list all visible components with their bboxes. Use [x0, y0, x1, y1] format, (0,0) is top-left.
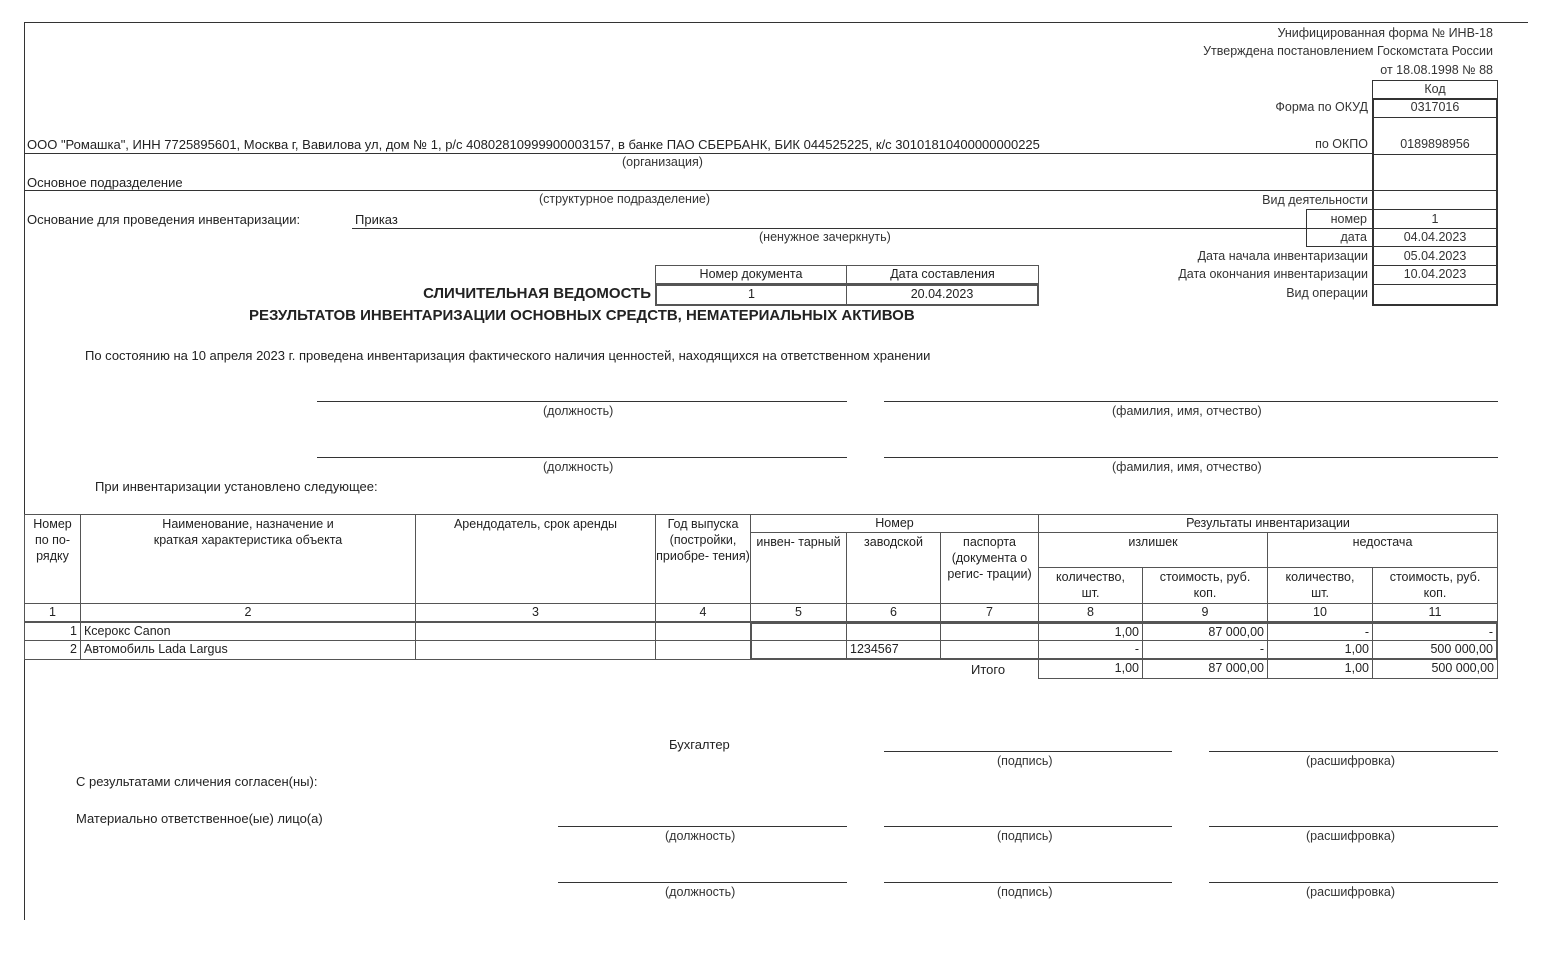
th-surplus-cost: стоимость, руб. коп.	[1142, 567, 1268, 604]
decoding-caption: (расшифровка)	[1306, 885, 1396, 899]
cell-lessor	[415, 640, 656, 660]
th-surplus: излишек	[1038, 532, 1268, 568]
division-caption: (структурное подразделение)	[539, 192, 711, 206]
col-num: 9	[1142, 603, 1268, 622]
data-label: дата	[1340, 230, 1367, 244]
cell-surplus-cost: 87 000,00	[1142, 622, 1268, 641]
sign-line	[884, 826, 1172, 827]
start-value: 05.04.2023	[1403, 249, 1467, 263]
responsible-text: Материально ответственное(ые) лицо(а)	[76, 811, 323, 826]
col-num: 5	[750, 603, 847, 622]
okpo-label: по ОКПО	[1315, 137, 1368, 151]
sign-line	[884, 882, 1172, 883]
sign-line	[884, 457, 1498, 458]
label-divider	[1306, 228, 1373, 229]
agreed-text: С результатами сличения согласен(ны):	[76, 774, 318, 789]
th-year: Год выпуска (постройки, приобре- тения)	[655, 514, 751, 604]
activity-label: Вид деятельности	[1262, 193, 1368, 207]
cell-pass	[940, 622, 1039, 641]
cell-short-qty: 1,00	[1267, 640, 1373, 660]
sign-line	[1209, 826, 1498, 827]
th-inv: инвен- тарный	[750, 532, 847, 604]
signature-caption: (подпись)	[997, 754, 1053, 768]
doc-date-header: Дата составления	[846, 265, 1039, 284]
col-num: 10	[1267, 603, 1373, 622]
sign-line	[884, 401, 1498, 402]
th-zav: заводской	[846, 532, 941, 604]
position-caption: (должность)	[543, 404, 614, 418]
start-label: Дата начала инвентаризации	[1197, 249, 1368, 263]
established-text: При инвентаризации установлено следующее:	[95, 479, 378, 494]
cell-year	[655, 640, 751, 660]
col-num: 7	[940, 603, 1039, 622]
fio-caption: (фамилия, имя, отчество)	[1112, 460, 1262, 474]
sign-line	[558, 882, 847, 883]
th-nomer: Номер	[750, 514, 1039, 533]
decoding-caption: (расшифровка)	[1306, 829, 1396, 843]
signature-caption: (подпись)	[997, 885, 1053, 899]
code-divider	[1372, 117, 1498, 118]
nomer-label: номер	[1330, 212, 1367, 226]
total-short-qty: 1,00	[1267, 659, 1373, 679]
code-divider	[1372, 228, 1498, 229]
total-surplus-qty: 1,00	[1038, 659, 1143, 679]
code-divider	[1372, 265, 1498, 266]
th-short-qty: количество, шт.	[1267, 567, 1373, 604]
cell-inv	[750, 622, 847, 641]
cell-surplus-cost: -	[1142, 640, 1268, 660]
sign-line	[1209, 882, 1498, 883]
accountant-label: Бухгалтер	[669, 737, 730, 752]
doc-title: СЛИЧИТЕЛЬНАЯ ВЕДОМОСТЬ	[423, 285, 651, 302]
col-num: 2	[80, 603, 416, 622]
okud-value: 0317016	[1410, 100, 1460, 114]
doc-num: 1	[655, 284, 847, 306]
cell-year	[655, 622, 751, 641]
cell-name: Автомобиль Lada Largus	[80, 640, 416, 660]
cell-lessor	[415, 622, 656, 641]
doc-subtitle: РЕЗУЛЬТАТОВ ИНВЕНТАРИЗАЦИИ ОСНОВНЫХ СРЕДСТВ, НЕМАТЕРИАЛЬНЫХ АКТИВОВ	[249, 307, 915, 324]
basis-value: Приказ	[355, 212, 398, 227]
sign-line	[317, 401, 847, 402]
basis-caption: (ненужное зачеркнуть)	[759, 230, 891, 244]
total-label: Итого	[971, 662, 1006, 677]
data-value: 04.04.2023	[1403, 230, 1467, 244]
operation-label: Вид операции	[1286, 286, 1368, 300]
form-title: Унифицированная форма № ИНВ-18	[1277, 26, 1493, 40]
basis-label: Основание для проведения инвентаризации:	[27, 212, 301, 227]
basis-underline	[352, 228, 1306, 229]
top-border	[24, 22, 1528, 23]
sign-line	[317, 457, 847, 458]
cell-zav	[846, 622, 941, 641]
signature-caption: (подпись)	[997, 829, 1053, 843]
position-caption: (должность)	[665, 829, 736, 843]
okud-label: Форма по ОКУД	[1275, 100, 1368, 114]
total-short-cost: 500 000,00	[1372, 659, 1498, 679]
form-date: от 18.08.1998 № 88	[1380, 63, 1493, 77]
position-caption: (должность)	[543, 460, 614, 474]
th-name: Наименование, назначение и краткая характеристика объекта	[80, 514, 416, 604]
cell-short-cost: 500 000,00	[1372, 640, 1498, 660]
decoding-caption: (расшифровка)	[1306, 754, 1396, 768]
col-num: 6	[846, 603, 941, 622]
organization-text: ООО "Ромашка", ИНН 7725895601, Москва г, Вавилова ул, дом № 1, р/с 40802810999900003157, в банке ПАО СБЕРБАНК, БИК 044525225, к/с 30101810400000000225	[27, 137, 1040, 152]
col-num: 1	[24, 603, 81, 622]
fio-caption: (фамилия, имя, отчество)	[1112, 404, 1262, 418]
code-divider	[1372, 209, 1498, 210]
state-text: По состоянию на 10 апреля 2023 г. проведена инвентаризация фактического наличия ценностей, находящихся на ответственном хранении	[85, 348, 931, 363]
cell-num: 2	[24, 640, 81, 660]
division-underline	[24, 190, 1372, 191]
col-num: 8	[1038, 603, 1143, 622]
sign-line	[884, 751, 1172, 752]
cell-inv	[750, 640, 847, 660]
doc-num-header: Номер документа	[655, 265, 847, 284]
cell-surplus-qty: -	[1038, 640, 1143, 660]
col-num: 4	[655, 603, 751, 622]
doc-date: 20.04.2023	[846, 284, 1039, 306]
cell-short-qty: -	[1267, 622, 1373, 641]
sign-line	[558, 826, 847, 827]
cell-name: Ксерокс Canon	[80, 622, 416, 641]
th-short-cost: стоимость, руб. коп.	[1372, 567, 1498, 604]
position-caption: (должность)	[665, 885, 736, 899]
th-results: Результаты инвентаризации	[1038, 514, 1498, 533]
th-lessor: Арендодатель, срок аренды	[415, 514, 656, 604]
th-surplus-qty: количество, шт.	[1038, 567, 1143, 604]
code-divider	[1372, 284, 1498, 285]
total-surplus-cost: 87 000,00	[1142, 659, 1268, 679]
th-shortage: недостача	[1267, 532, 1498, 568]
cell-pass	[940, 640, 1039, 660]
okpo-value: 0189898956	[1400, 137, 1470, 151]
sign-line	[1209, 751, 1498, 752]
form-approval: Утверждена постановлением Госкомстата России	[1203, 44, 1493, 58]
code-divider	[1372, 246, 1498, 247]
division-text: Основное подразделение	[27, 175, 183, 190]
end-label: Дата окончания инвентаризации	[1178, 267, 1368, 281]
left-border	[24, 22, 25, 920]
org-underline	[24, 153, 1372, 154]
col-num: 3	[415, 603, 656, 622]
end-value: 10.04.2023	[1403, 267, 1467, 281]
code-divider	[1372, 190, 1498, 191]
cell-num: 1	[24, 622, 81, 641]
code-divider	[1372, 154, 1498, 155]
cell-short-cost: -	[1372, 622, 1498, 641]
code-header: Код	[1424, 82, 1446, 96]
organization-caption: (организация)	[622, 155, 703, 169]
th-pass: паспорта (документа о регис- трации)	[940, 532, 1039, 604]
cell-surplus-qty: 1,00	[1038, 622, 1143, 641]
nomer-value: 1	[1431, 212, 1439, 226]
code-header-cell	[1372, 80, 1498, 99]
th-num: Номер по по- рядку	[24, 514, 81, 604]
col-num: 11	[1372, 603, 1498, 622]
cell-zav: 1234567	[846, 640, 941, 660]
